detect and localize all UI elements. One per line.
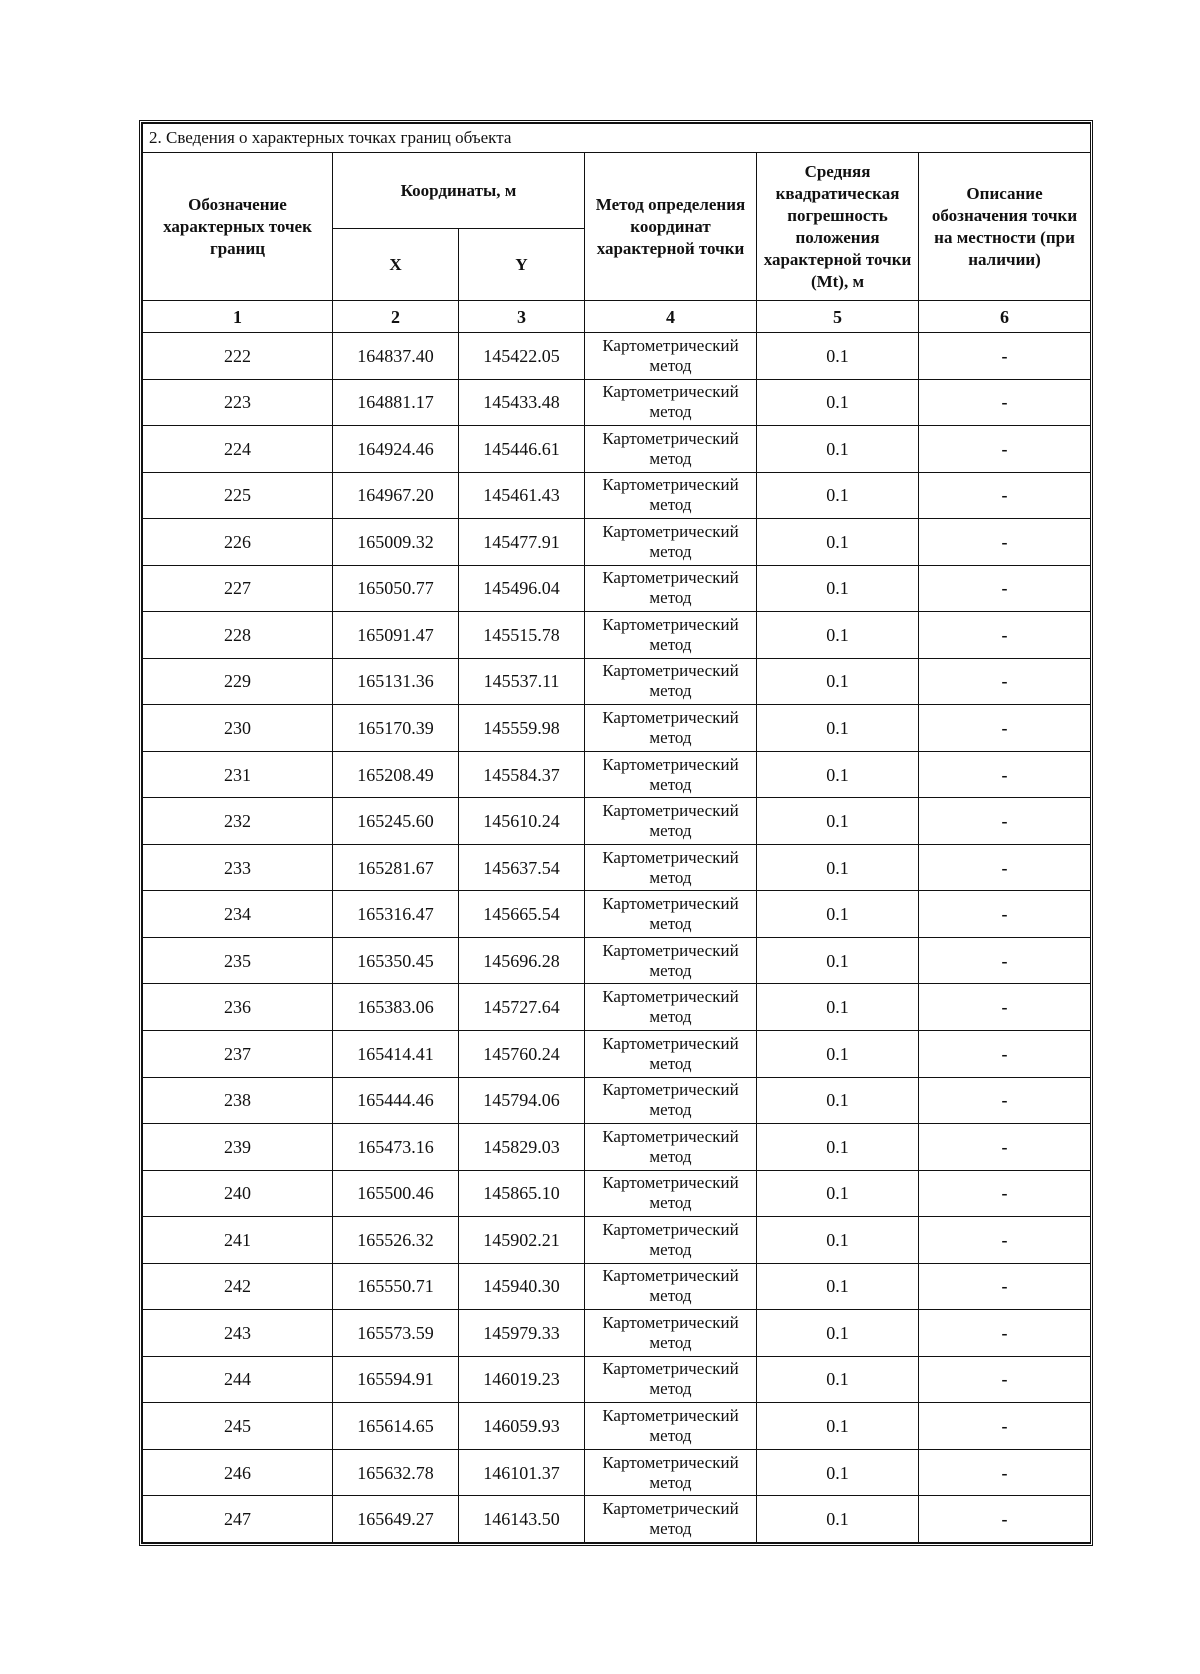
method-cell: Картометрический метод (585, 1030, 757, 1077)
accuracy-cell: 0.1 (757, 1170, 919, 1217)
description-cell: - (919, 472, 1091, 519)
x-coordinate-cell: 165444.46 (333, 1077, 459, 1124)
accuracy-cell: 0.1 (757, 1124, 919, 1171)
x-coordinate-cell: 165050.77 (333, 565, 459, 612)
method-cell: Картометрический метод (585, 937, 757, 984)
point-id-cell: 225 (143, 472, 333, 519)
table-row (143, 1217, 1091, 1264)
accuracy-cell: 0.1 (757, 1217, 919, 1264)
x-coordinate-cell: 165550.71 (333, 1263, 459, 1310)
description-cell: - (919, 984, 1091, 1031)
x-coordinate-cell: 165383.06 (333, 984, 459, 1031)
x-coordinate-cell: 165131.36 (333, 658, 459, 705)
point-id-cell: 247 (143, 1496, 333, 1543)
method-cell: Картометрический метод (585, 1217, 757, 1264)
method-cell: Картометрический метод (585, 333, 757, 380)
accuracy-cell: 0.1 (757, 1496, 919, 1543)
boundary-points-table (142, 123, 1091, 1543)
method-cell: Картометрический метод (585, 565, 757, 612)
section-title: 2. Сведения о характерных точках границ объекта (143, 124, 1091, 153)
accuracy-cell: 0.1 (757, 1449, 919, 1496)
accuracy-cell: 0.1 (757, 379, 919, 426)
table-row (143, 1263, 1091, 1310)
x-coordinate-cell: 165649.27 (333, 1496, 459, 1543)
column-number: 3 (459, 301, 585, 333)
y-coordinate-cell: 145829.03 (459, 1124, 585, 1171)
column-number: 1 (143, 301, 333, 333)
description-cell: - (919, 379, 1091, 426)
x-coordinate-cell: 165632.78 (333, 1449, 459, 1496)
x-coordinate-cell: 165573.59 (333, 1310, 459, 1357)
table-row (143, 1310, 1091, 1357)
accuracy-cell: 0.1 (757, 426, 919, 473)
table-row (143, 1124, 1091, 1171)
accuracy-cell: 0.1 (757, 612, 919, 659)
y-coordinate-cell: 145584.37 (459, 751, 585, 798)
y-coordinate-cell: 145865.10 (459, 1170, 585, 1217)
accuracy-cell: 0.1 (757, 1356, 919, 1403)
accuracy-cell: 0.1 (757, 658, 919, 705)
point-id-cell: 231 (143, 751, 333, 798)
y-coordinate-cell: 145727.64 (459, 984, 585, 1031)
accuracy-cell: 0.1 (757, 1077, 919, 1124)
table-row (143, 1356, 1091, 1403)
description-cell: - (919, 1077, 1091, 1124)
point-id-cell: 230 (143, 705, 333, 752)
table-row (143, 1030, 1091, 1077)
point-id-cell: 232 (143, 798, 333, 845)
point-id-cell: 245 (143, 1403, 333, 1450)
description-cell: - (919, 1449, 1091, 1496)
y-coordinate-cell: 145496.04 (459, 565, 585, 612)
y-coordinate-cell: 146101.37 (459, 1449, 585, 1496)
x-coordinate-cell: 164837.40 (333, 333, 459, 380)
description-cell: - (919, 1124, 1091, 1171)
point-id-cell: 243 (143, 1310, 333, 1357)
accuracy-cell: 0.1 (757, 1403, 919, 1450)
x-coordinate-cell: 165091.47 (333, 612, 459, 659)
accuracy-cell: 0.1 (757, 565, 919, 612)
y-coordinate-cell: 145477.91 (459, 519, 585, 566)
point-id-cell: 239 (143, 1124, 333, 1171)
y-coordinate-cell: 145665.54 (459, 891, 585, 938)
point-id-cell: 228 (143, 612, 333, 659)
description-cell: - (919, 565, 1091, 612)
y-coordinate-cell: 146143.50 (459, 1496, 585, 1543)
table-row (143, 426, 1091, 473)
method-cell: Картометрический метод (585, 472, 757, 519)
point-id-cell: 242 (143, 1263, 333, 1310)
table-row (143, 1496, 1091, 1543)
accuracy-cell: 0.1 (757, 751, 919, 798)
table-row (143, 379, 1091, 426)
method-cell: Картометрический метод (585, 1263, 757, 1310)
y-coordinate-cell: 145696.28 (459, 937, 585, 984)
y-coordinate-cell: 145433.48 (459, 379, 585, 426)
point-id-cell: 235 (143, 937, 333, 984)
x-coordinate-cell: 164967.20 (333, 472, 459, 519)
header-coordinates: Координаты, м (333, 153, 585, 229)
header-accuracy: Средняя квадратическая погрешность положения характерной точки (Mt), м (757, 153, 919, 301)
method-cell: Картометрический метод (585, 1449, 757, 1496)
y-coordinate-cell: 145794.06 (459, 1077, 585, 1124)
table-row (143, 1170, 1091, 1217)
header-description: Описание обозначения точки на местности (при наличии) (919, 153, 1091, 301)
x-coordinate-cell: 165009.32 (333, 519, 459, 566)
point-id-cell: 238 (143, 1077, 333, 1124)
description-cell: - (919, 1403, 1091, 1450)
boundary-points-sheet (139, 120, 1093, 1546)
x-coordinate-cell: 165281.67 (333, 844, 459, 891)
method-cell: Картометрический метод (585, 798, 757, 845)
method-cell: Картометрический метод (585, 658, 757, 705)
description-cell: - (919, 937, 1091, 984)
method-cell: Картометрический метод (585, 1356, 757, 1403)
accuracy-cell: 0.1 (757, 1263, 919, 1310)
description-cell: - (919, 1310, 1091, 1357)
accuracy-cell: 0.1 (757, 844, 919, 891)
description-cell: - (919, 426, 1091, 473)
column-number-row (143, 301, 1091, 333)
method-cell: Картометрический метод (585, 1310, 757, 1357)
method-cell: Картометрический метод (585, 1496, 757, 1543)
y-coordinate-cell: 145559.98 (459, 705, 585, 752)
point-id-cell: 244 (143, 1356, 333, 1403)
table-row (143, 984, 1091, 1031)
accuracy-cell: 0.1 (757, 472, 919, 519)
y-coordinate-cell: 145422.05 (459, 333, 585, 380)
table-row (143, 472, 1091, 519)
method-cell: Картометрический метод (585, 426, 757, 473)
method-cell: Картометрический метод (585, 705, 757, 752)
x-coordinate-cell: 165170.39 (333, 705, 459, 752)
method-cell: Картометрический метод (585, 891, 757, 938)
y-coordinate-cell: 145446.61 (459, 426, 585, 473)
method-cell: Картометрический метод (585, 379, 757, 426)
description-cell: - (919, 705, 1091, 752)
column-number: 6 (919, 301, 1091, 333)
header-x: X (333, 229, 459, 301)
description-cell: - (919, 1263, 1091, 1310)
table-row (143, 844, 1091, 891)
header-method: Метод определения координат характерной точки (585, 153, 757, 301)
accuracy-cell: 0.1 (757, 1310, 919, 1357)
point-id-cell: 246 (143, 1449, 333, 1496)
accuracy-cell: 0.1 (757, 333, 919, 380)
x-coordinate-cell: 165208.49 (333, 751, 459, 798)
x-coordinate-cell: 165245.60 (333, 798, 459, 845)
method-cell: Картометрический метод (585, 984, 757, 1031)
table-row (143, 705, 1091, 752)
x-coordinate-cell: 164881.17 (333, 379, 459, 426)
point-id-cell: 222 (143, 333, 333, 380)
table-row (143, 658, 1091, 705)
description-cell: - (919, 798, 1091, 845)
accuracy-cell: 0.1 (757, 891, 919, 938)
table-row (143, 519, 1091, 566)
method-cell: Картометрический метод (585, 519, 757, 566)
description-cell: - (919, 1496, 1091, 1543)
accuracy-cell: 0.1 (757, 798, 919, 845)
x-coordinate-cell: 165350.45 (333, 937, 459, 984)
accuracy-cell: 0.1 (757, 519, 919, 566)
point-id-cell: 240 (143, 1170, 333, 1217)
table-row (143, 891, 1091, 938)
description-cell: - (919, 519, 1091, 566)
table-row (143, 333, 1091, 380)
table-row (143, 1077, 1091, 1124)
table-row (143, 1403, 1091, 1450)
method-cell: Картометрический метод (585, 751, 757, 798)
method-cell: Картометрический метод (585, 1170, 757, 1217)
point-id-cell: 227 (143, 565, 333, 612)
point-id-cell: 233 (143, 844, 333, 891)
column-number: 4 (585, 301, 757, 333)
accuracy-cell: 0.1 (757, 937, 919, 984)
x-coordinate-cell: 165500.46 (333, 1170, 459, 1217)
y-coordinate-cell: 146019.23 (459, 1356, 585, 1403)
x-coordinate-cell: 165473.16 (333, 1124, 459, 1171)
y-coordinate-cell: 145637.54 (459, 844, 585, 891)
x-coordinate-cell: 165594.91 (333, 1356, 459, 1403)
accuracy-cell: 0.1 (757, 984, 919, 1031)
column-number: 5 (757, 301, 919, 333)
point-id-cell: 234 (143, 891, 333, 938)
method-cell: Картометрический метод (585, 1077, 757, 1124)
point-id-cell: 236 (143, 984, 333, 1031)
table-body (143, 333, 1091, 1543)
y-coordinate-cell: 145461.43 (459, 472, 585, 519)
method-cell: Картометрический метод (585, 1124, 757, 1171)
column-number: 2 (333, 301, 459, 333)
y-coordinate-cell: 145902.21 (459, 1217, 585, 1264)
description-cell: - (919, 844, 1091, 891)
point-id-cell: 223 (143, 379, 333, 426)
description-cell: - (919, 751, 1091, 798)
point-id-cell: 241 (143, 1217, 333, 1264)
x-coordinate-cell: 165316.47 (333, 891, 459, 938)
table-row (143, 565, 1091, 612)
y-coordinate-cell: 145537.11 (459, 658, 585, 705)
header-point-name: Обозначение характерных точек границ (143, 153, 333, 301)
description-cell: - (919, 891, 1091, 938)
table-row (143, 798, 1091, 845)
description-cell: - (919, 1356, 1091, 1403)
table-row (143, 1449, 1091, 1496)
description-cell: - (919, 1217, 1091, 1264)
method-cell: Картометрический метод (585, 612, 757, 659)
y-coordinate-cell: 145979.33 (459, 1310, 585, 1357)
y-coordinate-cell: 145760.24 (459, 1030, 585, 1077)
y-coordinate-cell: 146059.93 (459, 1403, 585, 1450)
description-cell: - (919, 1170, 1091, 1217)
description-cell: - (919, 333, 1091, 380)
table-row (143, 751, 1091, 798)
point-id-cell: 226 (143, 519, 333, 566)
description-cell: - (919, 612, 1091, 659)
header-y: Y (459, 229, 585, 301)
x-coordinate-cell: 165526.32 (333, 1217, 459, 1264)
table-row (143, 937, 1091, 984)
y-coordinate-cell: 145515.78 (459, 612, 585, 659)
x-coordinate-cell: 164924.46 (333, 426, 459, 473)
x-coordinate-cell: 165414.41 (333, 1030, 459, 1077)
method-cell: Картометрический метод (585, 844, 757, 891)
x-coordinate-cell: 165614.65 (333, 1403, 459, 1450)
description-cell: - (919, 658, 1091, 705)
accuracy-cell: 0.1 (757, 705, 919, 752)
y-coordinate-cell: 145610.24 (459, 798, 585, 845)
table-row (143, 612, 1091, 659)
point-id-cell: 237 (143, 1030, 333, 1077)
point-id-cell: 224 (143, 426, 333, 473)
accuracy-cell: 0.1 (757, 1030, 919, 1077)
method-cell: Картометрический метод (585, 1403, 757, 1450)
description-cell: - (919, 1030, 1091, 1077)
point-id-cell: 229 (143, 658, 333, 705)
y-coordinate-cell: 145940.30 (459, 1263, 585, 1310)
